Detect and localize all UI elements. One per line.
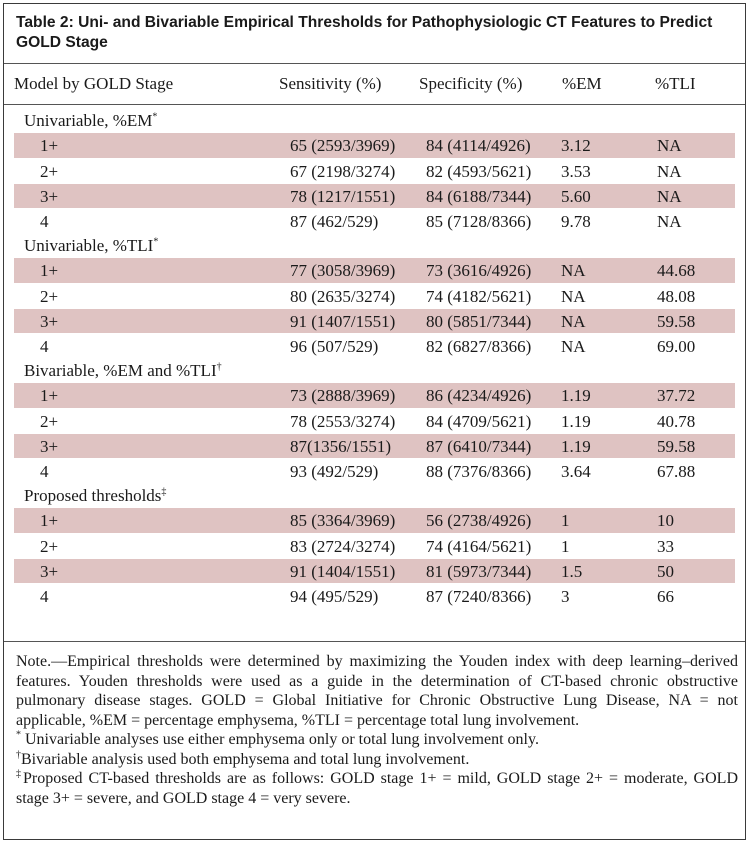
specificity-cell: 81 (5973/7344): [426, 562, 532, 581]
tli-cell: 33: [657, 537, 674, 556]
table-row: [14, 308, 735, 333]
stage-cell: 1+: [40, 511, 59, 530]
section-label: [24, 233, 158, 258]
sensitivity-cell: 65 (2593/3969): [290, 136, 396, 155]
em-cell: NA: [561, 312, 586, 331]
section-footnote-mark: *: [152, 111, 158, 123]
table-row: [14, 158, 735, 183]
sensitivity-cell: 91 (1407/1551): [290, 312, 396, 331]
table-row: [14, 508, 735, 533]
em-cell: NA: [561, 261, 586, 280]
specificity-cell: 56 (2738/4926): [426, 511, 532, 530]
column-header-specificity: Specificity (%): [419, 74, 523, 93]
table-row: [14, 133, 735, 158]
em-cell: 3.64: [561, 462, 591, 481]
stage-cell: 3+: [40, 187, 59, 206]
sensitivity-cell: 87 (462/529): [290, 212, 379, 231]
footnote-mark: *: [16, 729, 21, 741]
stage-cell: 1+: [40, 136, 59, 155]
specificity-cell: 84 (4709/5621): [426, 412, 532, 431]
stage-cell: 4: [40, 587, 49, 606]
sensitivity-cell: 80 (2635/3274): [290, 287, 396, 306]
footnote-text: Bivariable analysis used both emphysema and total lung involvement.: [21, 750, 470, 768]
stage-cell: 3+: [40, 562, 59, 581]
tli-cell: 37.72: [657, 386, 696, 405]
section-header: [14, 108, 735, 133]
sensitivity-cell: 77 (3058/3969): [290, 261, 396, 280]
footnote-text: Proposed CT-based thresholds are as follows: GOLD stage 1+ = mild, GOLD stage 2+ = moderate, GOLD stage 3+ = severe, and GOLD stage 4 = very severe.: [16, 770, 738, 807]
sensitivity-cell: 96 (507/529): [290, 337, 379, 356]
section-header: [14, 483, 735, 508]
stage-cell: 2+: [40, 412, 59, 431]
specificity-cell: 82 (4593/5621): [426, 162, 532, 181]
stage-cell: 2+: [40, 162, 59, 181]
tli-cell: NA: [657, 136, 682, 155]
section-footnote-mark: *: [153, 236, 159, 248]
em-cell: 3.53: [561, 162, 591, 181]
tli-cell: 59.58: [657, 437, 696, 456]
specificity-cell: 73 (3616/4926): [426, 261, 532, 280]
table-row: [14, 408, 735, 433]
table-row: [14, 283, 735, 308]
tli-cell: NA: [657, 162, 682, 181]
em-cell: 1.19: [561, 437, 591, 456]
em-cell: 1.19: [561, 386, 591, 405]
section-footnote-mark: †: [216, 361, 222, 373]
specificity-cell: 84 (4114/4926): [426, 136, 531, 155]
section-header: [14, 233, 735, 258]
section-label: [24, 483, 166, 508]
tli-cell: 66: [657, 587, 674, 606]
table-row: [14, 583, 735, 608]
footnote-text: Univariable analyses use either emphysema only or total lung involvement only.: [21, 731, 539, 748]
footnote-mark: †: [16, 749, 21, 761]
specificity-cell: 87 (6410/7344): [426, 437, 532, 456]
table-row: [14, 383, 735, 408]
specificity-cell: 84 (6188/7344): [426, 187, 532, 206]
header-top-rule: [4, 63, 745, 64]
column-header-model: Model by GOLD Stage: [14, 74, 174, 93]
table-row: [14, 333, 735, 358]
tli-cell: 50: [657, 562, 674, 581]
tli-cell: 69.00: [657, 337, 696, 356]
table-bottom-rule: [4, 641, 745, 642]
sensitivity-cell: 67 (2198/3274): [290, 162, 396, 181]
sensitivity-cell: 78 (2553/3274): [290, 412, 396, 431]
footnote-univariable: [16, 730, 738, 750]
table-row: [14, 258, 735, 283]
footnote-bivariable: [16, 750, 738, 770]
sensitivity-cell: 91 (1404/1551): [290, 562, 396, 581]
em-cell: 1: [561, 511, 570, 530]
tli-cell: 67.88: [657, 462, 696, 481]
em-cell: 3: [561, 587, 570, 606]
specificity-cell: 88 (7376/8366): [426, 462, 532, 481]
section-footnote-mark: ‡: [161, 486, 167, 498]
section-label-text: Bivariable, %EM and %TLI: [24, 361, 217, 380]
sensitivity-cell: 73 (2888/3969): [290, 386, 396, 405]
column-header-sensitivity: Sensitivity (%): [279, 74, 382, 93]
stage-cell: 4: [40, 212, 49, 231]
note-main: Note.—Empirical thresholds were determined by maximizing the Youden index with deep learning–derived features. Youden thresholds were used as a guide in the determination of CT-based chronic obstructive pulmonary disease stages. GOLD = Global Initiative for Chronic Obstructive Lung Disease, NA = not applicable, %EM = percentage emphysema, %TLI = percentage total lung involvement.: [16, 653, 738, 729]
em-cell: 5.60: [561, 187, 591, 206]
em-cell: 3.12: [561, 136, 591, 155]
table-row: [14, 458, 735, 483]
stage-cell: 2+: [40, 287, 59, 306]
section-label: [24, 108, 157, 133]
footnote-proposed: [16, 769, 738, 808]
section-label-text: Univariable, %EM: [24, 111, 153, 130]
stage-cell: 1+: [40, 386, 59, 405]
em-cell: 1.5: [561, 562, 583, 581]
em-cell: NA: [561, 337, 586, 356]
sensitivity-cell: 85 (3364/3969): [290, 511, 396, 530]
specificity-cell: 74 (4164/5621): [426, 537, 532, 556]
tli-cell: NA: [657, 187, 682, 206]
specificity-cell: 87 (7240/8366): [426, 587, 532, 606]
stage-cell: 3+: [40, 437, 59, 456]
specificity-cell: 85 (7128/8366): [426, 212, 532, 231]
table-row: [14, 183, 735, 208]
tli-cell: 40.78: [657, 412, 696, 431]
column-header-tli: %TLI: [655, 74, 696, 93]
stage-cell: 2+: [40, 537, 59, 556]
sensitivity-cell: 83 (2724/3274): [290, 537, 396, 556]
table-row: [14, 208, 735, 233]
em-cell: 1: [561, 537, 570, 556]
footnote-mark: ‡: [16, 768, 23, 780]
section-label: [24, 358, 222, 383]
specificity-cell: 86 (4234/4926): [426, 386, 532, 405]
tli-cell: 10: [657, 511, 674, 530]
em-cell: 1.19: [561, 412, 591, 431]
table-frame: [3, 3, 746, 840]
sensitivity-cell: 94 (495/529): [290, 587, 379, 606]
tli-cell: 48.08: [657, 287, 696, 306]
stage-cell: 4: [40, 337, 49, 356]
header-bottom-rule: [4, 104, 745, 105]
section-header: [14, 358, 735, 383]
table-row: [14, 558, 735, 583]
specificity-cell: 82 (6827/8366): [426, 337, 532, 356]
em-cell: NA: [561, 287, 586, 306]
table-row: [14, 433, 735, 458]
table-title: Table 2: Uni- and Bivariable Empirical Thresholds for Pathophysiologic CT Features to Predict GOLD Stage: [16, 14, 713, 51]
sensitivity-cell: 78 (1217/1551): [290, 187, 396, 206]
sensitivity-cell: 93 (492/529): [290, 462, 379, 481]
column-header-em: %EM: [562, 74, 602, 93]
stage-cell: 1+: [40, 261, 59, 280]
sensitivity-cell: 87(1356/1551): [290, 437, 392, 456]
tli-cell: 59.58: [657, 312, 696, 331]
section-label-text: Proposed thresholds: [24, 486, 162, 505]
stage-cell: 3+: [40, 312, 59, 331]
em-cell: 9.78: [561, 212, 591, 231]
tli-cell: NA: [657, 212, 682, 231]
specificity-cell: 80 (5851/7344): [426, 312, 532, 331]
section-label-text: Univariable, %TLI: [24, 236, 154, 255]
table-row: [14, 533, 735, 558]
table-notes: [16, 652, 738, 808]
stage-cell: 4: [40, 462, 49, 481]
column-header-row: [14, 67, 735, 101]
tli-cell: 44.68: [657, 261, 696, 280]
specificity-cell: 74 (4182/5621): [426, 287, 532, 306]
